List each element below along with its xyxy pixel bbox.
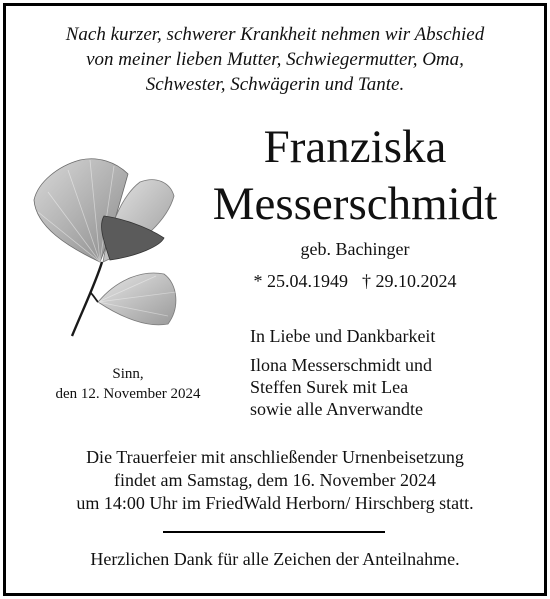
last-name: Messerschmidt — [212, 178, 498, 230]
birth-date: * 25.04.1949 — [253, 271, 348, 291]
mourners-heading: In Liebe und Dankbarkeit — [250, 326, 436, 346]
mourner-line: sowie alle Anverwandte — [250, 399, 423, 419]
funeral-line: findet am Samstag, dem 16. November 2024 — [114, 470, 436, 490]
intro-line: von meiner lieben Mutter, Schwiegermutter, Oma, — [86, 49, 464, 70]
funeral-line: um 14:00 Uhr im FriedWald Herborn/ Hirschberg statt. — [76, 493, 474, 513]
life-dates — [185, 271, 525, 292]
funeral-line: Die Trauerfeier mit anschließender Urnenbeisetzung — [86, 447, 464, 467]
place-and-date — [28, 364, 228, 404]
maiden-name: geb. Bachinger — [300, 239, 410, 259]
first-name: Franziska — [263, 121, 447, 173]
intro-line: Nach kurzer, schwerer Krankheit nehmen wir Abschied — [65, 24, 485, 45]
intro-text — [0, 22, 550, 97]
divider-line — [163, 531, 385, 533]
place: Sinn, — [112, 366, 144, 382]
mourners-block — [250, 325, 435, 420]
intro-line: Schwester, Schwägerin und Tante. — [145, 74, 405, 95]
ginkgo-leaf-icon — [28, 152, 188, 342]
mourner-line: Steffen Surek mit Lea — [250, 377, 409, 397]
notice-date: den 12. November 2024 — [55, 386, 201, 402]
funeral-info — [0, 446, 550, 515]
mourner-line: Ilona Messerschmidt und — [250, 355, 432, 375]
thanks-text: Herzlichen Dank für alle Zeichen der Anteilnahme. — [90, 549, 460, 569]
death-date: † 29.10.2024 — [362, 271, 457, 291]
